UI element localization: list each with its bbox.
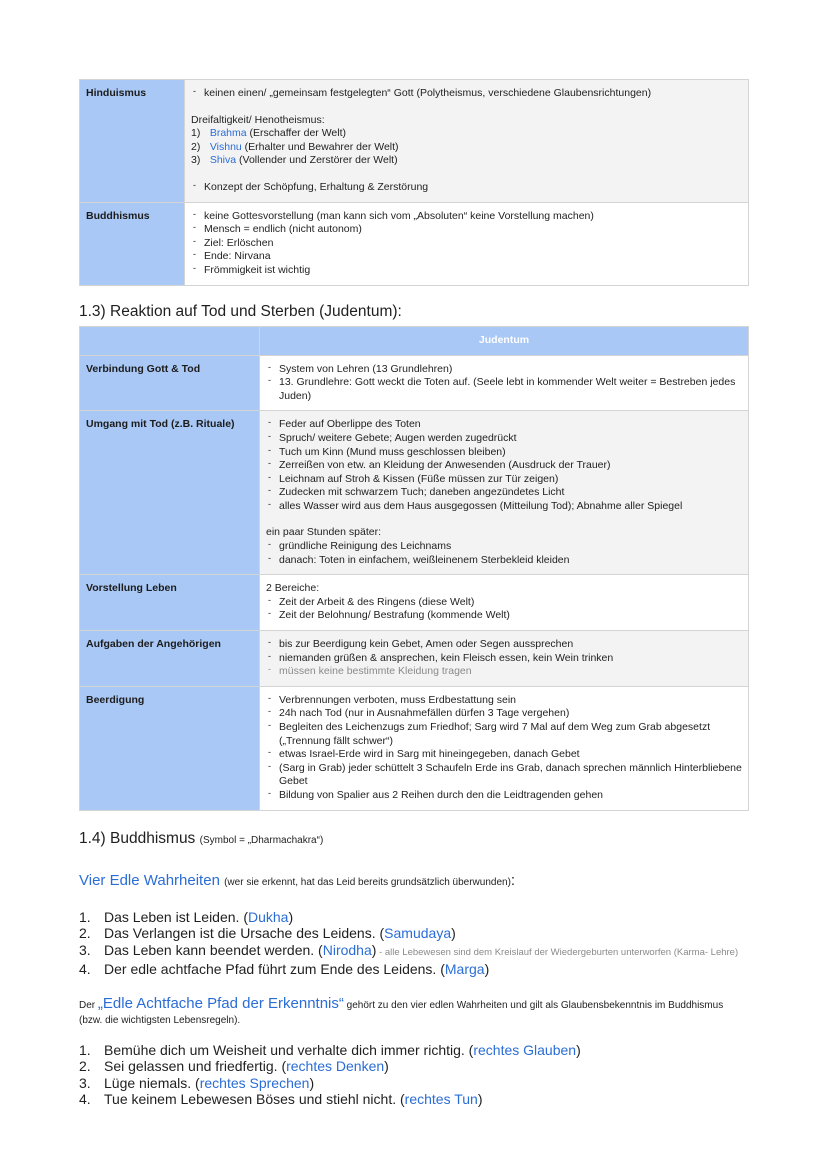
god-name: Vishnu	[209, 140, 242, 153]
list-item: - niemanden grüßen & ansprechen, kein Fleisch essen, kein Wein trinken	[266, 652, 742, 666]
truths-heading: Vier Edle Wahrheiten (wer sie erkennt, hat das Leid bereits grundsätzlich überwunden):	[79, 871, 516, 889]
list-item: - Verbrennungen verboten, muss Erdbestattung sein	[266, 694, 742, 708]
row-content-buddhismus	[185, 202, 749, 285]
list-item: - Bildung von Spalier aus 2 Reihen durch den die Leidtragenden gehen	[266, 789, 742, 803]
list-item: - Ziel: Erlöschen	[191, 237, 742, 251]
row-content	[260, 631, 749, 687]
list-item: - etwas Israel-Erde wird in Sarg mit hineingegeben, danach Gebet	[266, 748, 742, 762]
list-item: 1. Das Leben ist Leiden. (Dukha)	[79, 908, 294, 925]
list-item: - Feder auf Oberlippe des Toten	[266, 418, 742, 432]
god-item-shiva: 3) Shiva (Vollender und Zerstörer der Welt)	[191, 154, 398, 167]
section-subtitle: (Symbol = „Dharmachakra“)	[199, 834, 324, 846]
row-content	[260, 355, 749, 411]
list-item: - 13. Grundlehre: Gott weckt die Toten auf. (Seele lebt in kommender Welt weiter = Bestreben jedes Juden)	[266, 376, 742, 403]
list-item: - gründliche Reinigung des Leichnams	[266, 540, 742, 554]
table-header-row	[80, 326, 749, 355]
row-label: Umgang mit Tod (z.B. Rituale)	[80, 411, 260, 575]
list-item: 3. Lüge niemals. (rechtes Sprechen)	[79, 1074, 315, 1091]
list-item: 1. Bemühe dich um Weisheit und verhalte dich immer richtig. (rechtes Glauben)	[79, 1041, 581, 1058]
row-intro: 2 Bereiche:	[266, 582, 320, 595]
list-item: - Mensch = endlich (nicht autonom)	[191, 223, 742, 237]
truths-title: Vier Edle Wahrheiten	[79, 871, 220, 889]
judentum-table	[79, 326, 749, 811]
table-row	[80, 575, 749, 631]
list-item: - 24h nach Tod (nur in Ausnahmefällen dürfen 3 Tage vergehen)	[266, 707, 742, 721]
list-item: - Ende: Nirvana	[191, 250, 742, 264]
truths-note: (wer sie erkennt, hat das Leid bereits grundsätzlich überwunden)	[224, 876, 511, 888]
table-row	[80, 686, 749, 810]
list-item: - müssen keine bestimmte Kleidung tragen	[266, 665, 742, 679]
list-item: 4. Tue keinem Lebewesen Böses und stiehl nicht. (rechtes Tun)	[79, 1091, 483, 1108]
list-item: - Frömmigkeit ist wichtig	[191, 264, 742, 278]
list-item: - Leichnam auf Stroh & Kissen (Füße müssen zur Tür zeigen)	[266, 473, 742, 487]
table-row	[80, 631, 749, 687]
list-item: - Zerreißen von etw. an Kleidung der Anwesenden (Ausdruck der Trauer)	[266, 459, 742, 473]
row-label-hinduismus: Hinduismus	[80, 80, 185, 203]
list-item: - Zudecken mit schwarzem Tuch; daneben angezündetes Licht	[266, 486, 742, 500]
row-label: Verbindung Gott & Tod	[80, 355, 260, 411]
row-label: Vorstellung Leben	[80, 575, 260, 631]
list-item: - keinen einen/ „gemeinsam festgelegten“ Gott (Polytheismus, verschiedene Glaubensrichtungen)	[191, 87, 742, 101]
row-label-buddhismus: Buddhismus	[80, 202, 185, 285]
list-item: - bis zur Beerdigung kein Gebet, Amen oder Segen aussprechen	[266, 638, 742, 652]
row-content	[260, 686, 749, 810]
table-row	[80, 80, 749, 203]
list-item: - danach: Toten in einfachem, weißleinenem Sterbekleid kleiden	[266, 554, 742, 568]
later-title: ein paar Stunden später:	[266, 526, 381, 539]
list-item: 2. Das Verlangen ist die Ursache des Leidens. (Samudaya)	[79, 925, 456, 942]
list-item: 4. Der edle achtfache Pfad führt zum Ende des Leidens. (Marga)	[79, 961, 490, 978]
religion-gods-table	[79, 79, 749, 286]
rules-list	[79, 1042, 749, 1108]
table-row	[80, 411, 749, 575]
god-item-brahma: 1) Brahma (Erschaffer der Welt)	[191, 127, 347, 140]
table-row	[80, 355, 749, 411]
truth-note: - alle Lebewesen sind dem Kreislauf der Wiedergeburten unterworfen (Karma- Lehre)	[376, 946, 739, 958]
list-item: - Tuch um Kinn (Mund muss geschlossen bleiben)	[266, 446, 742, 460]
god-name: Shiva	[209, 154, 237, 167]
row-label: Aufgaben der Angehörigen	[80, 631, 260, 687]
list-item: - Zeit der Arbeit & des Ringens (diese Welt)	[266, 596, 742, 610]
list-item: 2. Sei gelassen und friedfertig. (rechtes Denken)	[79, 1058, 389, 1075]
section-title-buddhismus: 1.4) Buddhismus (Symbol = „Dharmachakra“)	[79, 829, 324, 847]
trinity-title: Dreifaltigkeit/ Henotheismus:	[191, 113, 325, 126]
header-empty-cell	[80, 326, 260, 355]
list-item: - Spruch/ weitere Gebete; Augen werden zugedrückt	[266, 432, 742, 446]
table-row	[80, 202, 749, 285]
god-item-vishnu: 2) Vishnu (Erhalter und Bewahrer der Welt)	[191, 140, 399, 153]
path-intro: Der „Edle Achtfache Pfad der Erkenntnis“ gehört zu den vier edlen Wahrheiten und gilt als Glaubensbekenntnis im Buddhismus (bzw. die wichtigsten Lebensregeln).	[79, 994, 724, 1026]
document-page	[79, 79, 749, 1108]
section-title-judentum: 1.3) Reaktion auf Tod und Sterben (Judentum):	[79, 302, 402, 320]
row-content	[260, 411, 749, 575]
path-title: „Edle Achtfache Pfad der Erkenntnis“	[97, 994, 344, 1012]
row-label: Beerdigung	[80, 686, 260, 810]
header-judentum: Judentum	[260, 326, 749, 355]
row-content-hinduismus	[185, 80, 749, 203]
truths-list	[79, 909, 749, 978]
list-item: - System von Lehren (13 Grundlehren)	[266, 363, 742, 377]
row-content	[260, 575, 749, 631]
list-item: 3. Das Leben kann beendet werden. (Nirodha) - alle Lebewesen sind dem Kreislauf der Wiedergeburten unterworfen (Karma- Lehre)	[79, 941, 739, 958]
list-item: - Begleiten des Leichenzugs zum Friedhof; Sarg wird 7 Mal auf dem Weg zum Grab abgesetzt („Trennung fällt schwer“)	[266, 721, 742, 748]
god-name: Brahma	[209, 127, 247, 140]
list-item: - Konzept der Schöpfung, Erhaltung & Zerstörung	[191, 181, 742, 195]
list-item: - keine Gottesvorstellung (man kann sich vom „Absoluten“ keine Vorstellung machen)	[191, 210, 742, 224]
list-item: - (Sarg in Grab) jeder schüttelt 3 Schaufeln Erde ins Grab, danach sprechen männlich Hinterbliebene Gebet	[266, 762, 742, 789]
list-item: - Zeit der Belohnung/ Bestrafung (kommende Welt)	[266, 609, 742, 623]
list-item: - alles Wasser wird aus dem Haus ausgegossen (Mitteilung Tod); Abnahme aller Spiegel	[266, 500, 742, 514]
